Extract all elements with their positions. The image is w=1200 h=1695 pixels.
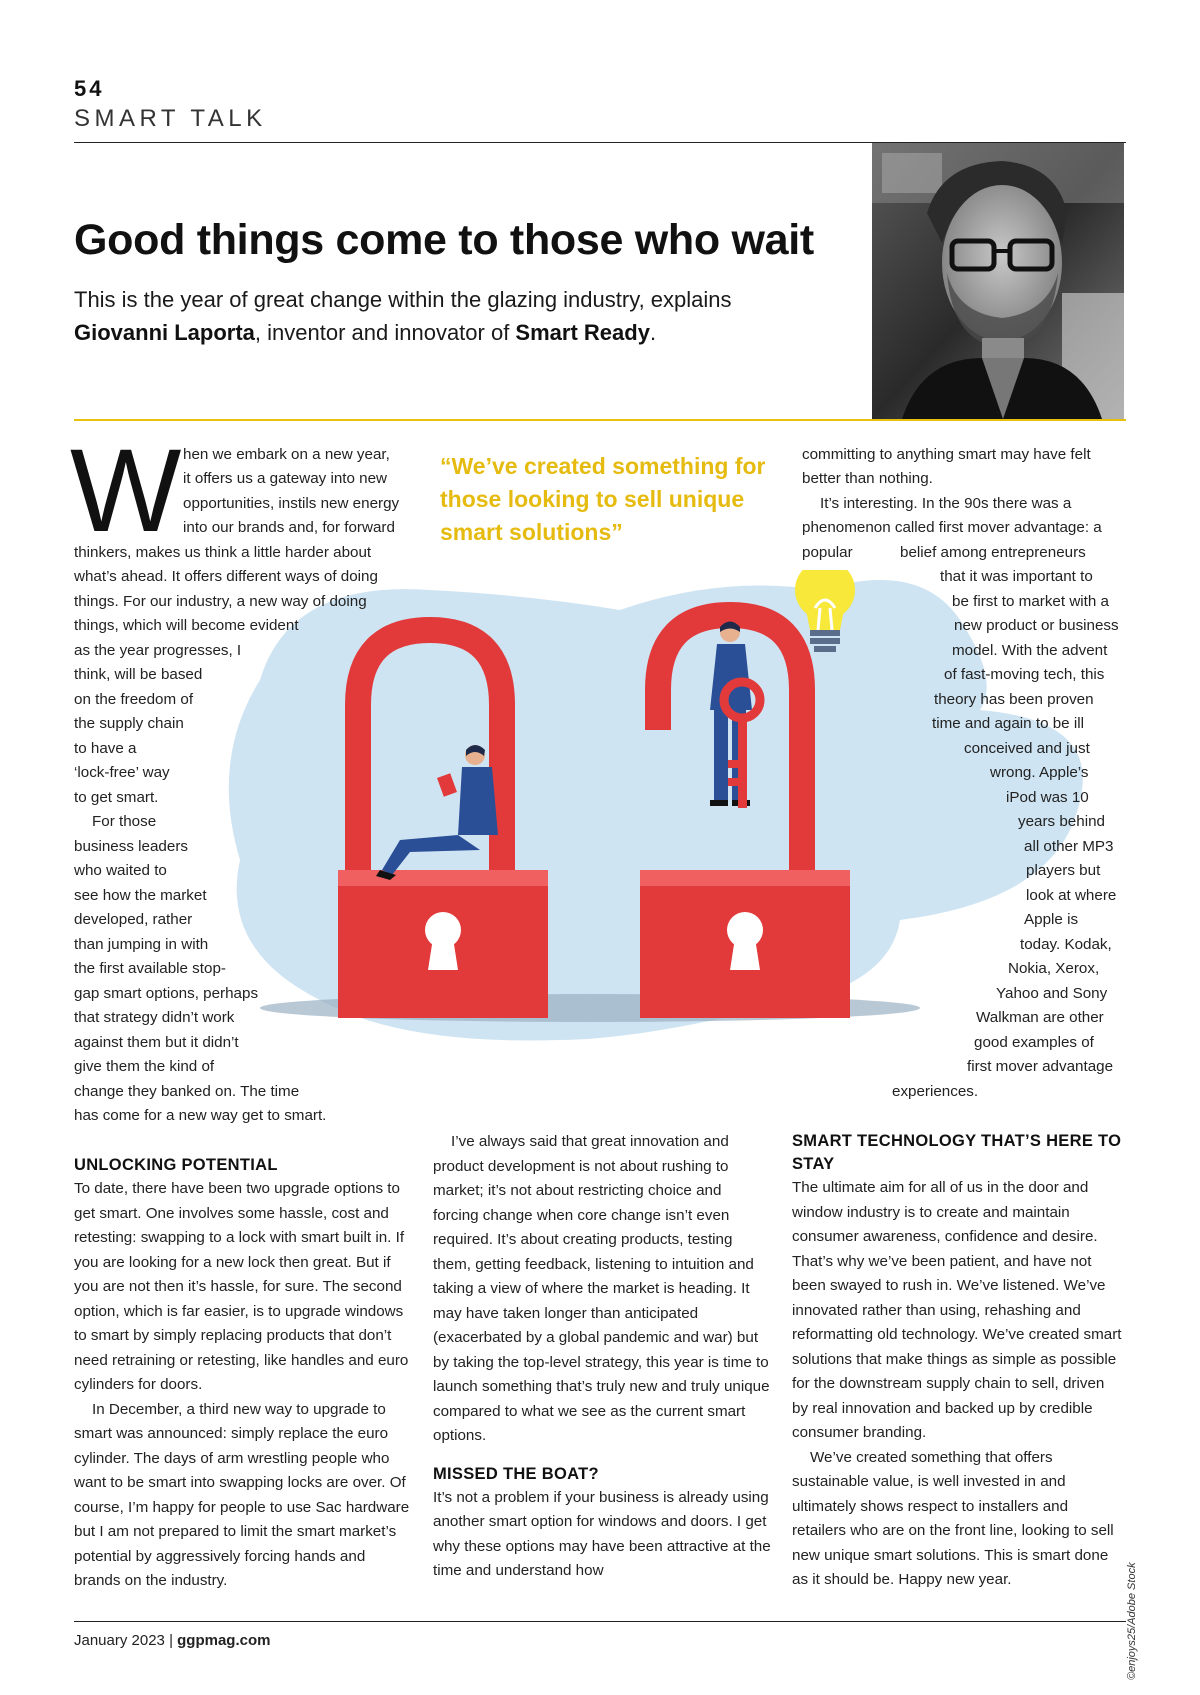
subheading-missed-the-boat: MISSED THE BOAT?: [433, 1464, 599, 1483]
column-3-body: [792, 1130, 1122, 1593]
paragraph: In December, a third new way to upgrade to smart was announced: simply replace the euro cylinder. The days of arm wrestling people who want to be smart into swapping locks are over. Of course, I’m happy for people to use Sac hardware but I am not prepared to limit the smart market’s potential by aggressively forcing hands and brands on the industry.: [74, 1400, 410, 1589]
paragraph: To date, there have been two upgrade options to get smart. One involves some hassle, cost and retesting: swapping to a lock with smart built in. If you are looking for a new lock then great. But if you are not then it’s hassle, for sure. The second option, which is far easier, is to upgrade windows to smart by simply replacing products that don’t need retraining or retesting, like handles and euro cylinders for doors.: [74, 1180, 409, 1393]
pull-quote: “We’ve created something for those looking to sell unique smart solutions”: [440, 453, 766, 545]
column-2-body: [433, 1130, 771, 1584]
website-link[interactable]: ggpmag.com: [177, 1632, 271, 1649]
author-portrait: [872, 143, 1124, 419]
drop-cap: W: [70, 425, 182, 557]
article-headline: Good things come to those who wait: [74, 216, 814, 264]
paragraph: We’ve created something that offers sustainable value, is well invested in and ultimately shows respect to installers and retailers who are on the front line, looking to sell new unique smart solutions. This is smart done as it should be. Happy new year.: [792, 1448, 1114, 1588]
issue-date: January 2023 |: [74, 1632, 178, 1649]
image-credit: ©enjoys25/Adobe Stock: [1126, 1562, 1138, 1680]
subheading-smart-technology: SMART TECHNOLOGY THAT’S HERE TO STAY: [792, 1132, 1122, 1173]
subheading-unlocking-potential: UNLOCKING POTENTIAL: [74, 1156, 278, 1174]
brand-name: Smart Ready: [515, 320, 650, 345]
article-standfirst: This is the year of great change within the glazing industry, explains Giovanni Laporta, inventor and innovator of Smart Ready.: [74, 287, 732, 345]
paragraph: It’s not a problem if your business is already using another smart option for windows and doors. I get why these options may have been attractive at the time and understand how: [433, 1488, 771, 1579]
column-1-body: [74, 1154, 412, 1594]
yellow-divider: [74, 419, 1126, 421]
author-name: Giovanni Laporta: [74, 320, 255, 345]
paragraph: The ultimate aim for all of us in the door and window industry is to create and maintain consumer awareness, confidence and desire. That’s why we’ve been patient, and have not been swayed to rush in. We’ve listened. We’ve innovated rather than using, rehashing and reformatting old technology. We’ve created smart solutions that make things as simple as possible for the downstream supply chain to sell, driven by real innovation and backed up by credible consumer branding.: [792, 1179, 1122, 1441]
section-label: SMART TALK: [74, 105, 267, 132]
paragraph: I’ve always said that great innovation and product development is not about rushing to market; it’s not about restricting choice and forcing change when core change isn’t even required. It’s about creating products, testing them, getting feedback, listening to intuition and taking a view of where the market is heading. It may have taken longer than anticipated (exacerbated by a global pandemic and war) but by taking the top-level strategy, this year is time to launch something that’s truly new and truly unique compared to what we see as the current smart options.: [433, 1133, 770, 1444]
page-number: 54: [74, 76, 105, 101]
bottom-rule: [74, 1621, 1126, 1622]
footer: [74, 1632, 270, 1649]
